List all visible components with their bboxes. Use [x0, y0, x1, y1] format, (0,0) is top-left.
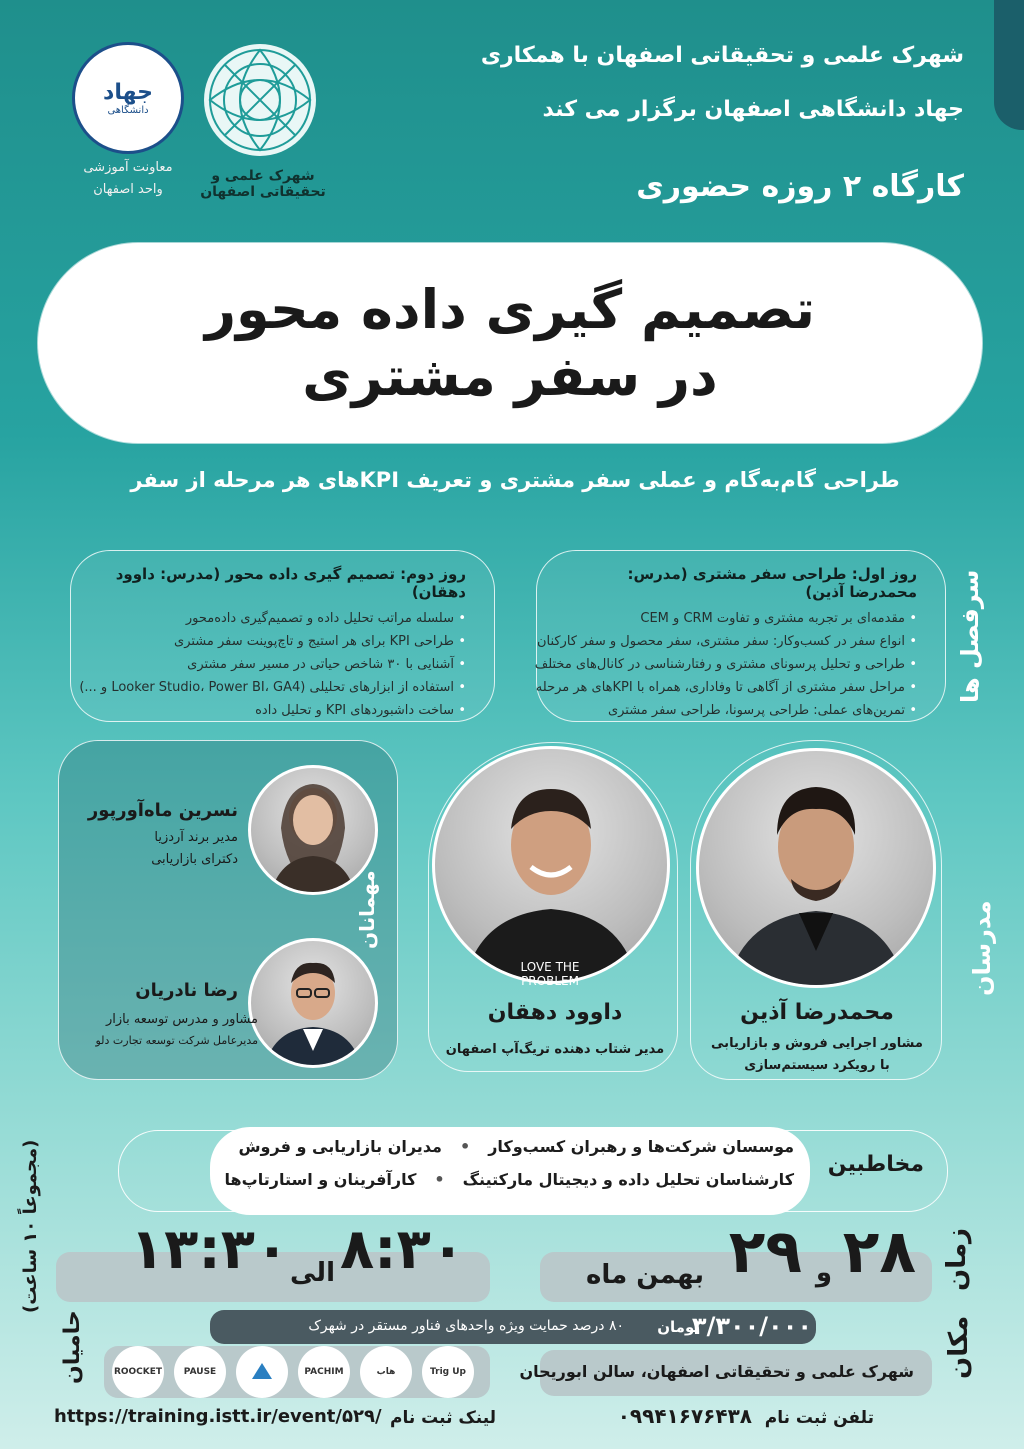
day2-item: • آشنایی با ۳۰ شاخص حیاتی در مسیر سفر مشتری	[91, 653, 466, 676]
date-day-b: ۲۹	[728, 1217, 802, 1287]
sponsor-pachim-logo: PACHIM	[298, 1346, 350, 1398]
phone-number[interactable]: ۰۹۹۴۱۶۷۶۴۳۸	[617, 1404, 752, 1428]
day1-item: • طراحی و تحلیل پرسونای مشتری و رفتارشناسی در کانال‌های مختلف	[557, 653, 917, 676]
istt-logo-icon	[200, 40, 320, 160]
price-discount: ۸۰ درصد حمایت ویژه واحدهای فناور مستقر در شهرک	[308, 1318, 624, 1334]
day1-item: • مقدمه‌ای بر تجربه مشتری و تفاوت CRM و CEM	[557, 607, 917, 630]
guest1-role-2: دکترای بازاریابی	[151, 852, 238, 867]
date-day-a: ۲۸	[842, 1217, 916, 1287]
teacher2-role: مدیر شتاب دهنده تریگ‌آپ اصفهان	[445, 1042, 665, 1057]
audience-item: مدیران بازاریابی و فروش	[238, 1137, 442, 1156]
jahad-logo-sub: دانشگاهی	[107, 105, 149, 116]
location-value: شهرک علمی و تحقیقاتی اصفهان، سالن ابوریحان	[519, 1362, 914, 1381]
workshop-type: کارگاه ۲ روزه حضوری	[636, 169, 964, 204]
time-end: ۱۳:۳۰	[130, 1217, 290, 1282]
audience-label: مخاطبین	[827, 1152, 924, 1177]
jahad-caption-1: معاونت آموزشی	[83, 160, 173, 175]
teacher2-photo	[432, 746, 670, 984]
time-total: (مجموعاً ۱۰ ساعت)	[20, 1140, 41, 1314]
teacher1-role-2: با رویکرد سیستم‌سازی	[744, 1058, 890, 1073]
location-label: مکان	[944, 1316, 974, 1380]
guest2-role-2: مدیرعامل شرکت توسعه تجارت دلو	[95, 1034, 258, 1047]
day2-item: • استفاده از ابزارهای تحلیلی (Looker Studio، Power BI، GA4 و ...)	[91, 676, 466, 699]
day1-box	[536, 550, 946, 722]
jahad-caption-2: واحد اصفهان	[93, 182, 163, 197]
sponsor-roocket-logo: ROOCKET	[112, 1346, 164, 1398]
date-and: و	[815, 1258, 832, 1288]
day2-box	[70, 550, 495, 722]
day2-item: • سلسله مراتب تحلیل داده و تصمیم‌گیری داده‌محور	[91, 607, 466, 630]
audience-row-1: موسسان شرکت‌ها و رهبران کسب‌وکار • مدیران بازاریابی و فروش	[238, 1137, 794, 1156]
sponsor-hub-logo: هاب	[360, 1346, 412, 1398]
guest2-name: رضا نادریان	[135, 980, 238, 1001]
guest1-photo	[248, 765, 378, 895]
corner-tab	[994, 0, 1024, 130]
subtitle: طراحی گام‌به‌گام و عملی سفر مشتری و تعریف KPIهای هر مرحله از سفر	[130, 468, 900, 492]
price-amount: ۳/۳۰۰/۰۰۰	[691, 1312, 812, 1340]
time-start: ۸:۳۰	[340, 1217, 465, 1282]
teacher1-role-1: مشاور اجرایی فروش و بازاریابی	[711, 1036, 923, 1051]
sponsors-row	[112, 1346, 474, 1398]
intro-line-2: جهاد دانشگاهی اصفهان برگزار می کند	[542, 97, 964, 122]
day1-item: • مراحل سفر مشتری از آگاهی تا وفاداری، همراه با KPIهای هر مرحله	[557, 676, 917, 699]
title-line-1: تصمیم گیری داده محور	[204, 277, 816, 341]
registration-link[interactable]: https://training.istt.ir/event/۵۲۹/	[54, 1406, 382, 1427]
intro-line-1: شهرک علمی و تحقیقاتی اصفهان با همکاری	[480, 43, 964, 68]
phone-label: تلفن ثبت نام	[764, 1408, 874, 1428]
guest2-role-1: مشاور و مدرس توسعه بازار	[105, 1012, 258, 1027]
date-month: بهمن ماه	[585, 1260, 704, 1290]
jahad-logo-text: جهاد	[103, 80, 153, 105]
teacher2-name: داوود دهقان	[487, 1000, 623, 1025]
day2-title: روز دوم: تصمیم گیری داده محور (مدرس: داوود دهقان)	[115, 565, 466, 601]
guest1-role-1: مدیر برند آردزیا	[154, 830, 238, 845]
syllabus-label: سرفصل ها	[956, 570, 984, 704]
day2-item: • ساخت داشبوردهای KPI و تحلیل داده	[91, 699, 466, 722]
teacher1-photo	[696, 748, 936, 988]
title-card	[38, 243, 982, 443]
day1-title: روز اول: طراحی سفر مشتری (مدرس: محمدرضا آذین)	[627, 565, 917, 601]
audience-row-2: کارشناسان تحلیل داده و دیجیتال مارکتینگ • کارآفرینان و استارتاپ‌ها	[224, 1170, 794, 1189]
teacher2-shirt-text: LOVE THE PROBLEM	[520, 960, 580, 988]
title-line-2: در سفر مشتری	[302, 345, 718, 408]
guests-label: مهمانان	[355, 870, 379, 949]
audience-item: کارآفرینان و استارتاپ‌ها	[224, 1170, 417, 1189]
audience-item: کارشناسان تحلیل داده و دیجیتال مارکتینگ	[462, 1170, 794, 1189]
link-label: لینک ثبت نام	[390, 1408, 497, 1428]
sponsor-pause-logo: PAUSE	[174, 1346, 226, 1398]
jahad-logo	[72, 42, 184, 154]
teachers-label: مدرسان	[968, 900, 996, 996]
sponsors-label: حامیان	[60, 1310, 85, 1384]
day2-item: • طراحی KPI برای هر استیج و تاچ‌پوینت سفر مشتری	[91, 630, 466, 653]
day1-item: • تمرین‌های عملی: طراحی پرسونا، طراحی سفر مشتری	[557, 699, 917, 722]
time-until: الی	[290, 1258, 335, 1288]
sponsor-trigup-logo: Trig Up	[422, 1346, 474, 1398]
istt-caption: شهرک علمی و تحقیقاتی اصفهان	[200, 168, 326, 200]
day1-item: • انواع سفر در کسب‌وکار: سفر مشتری، سفر محصول و سفر کارکنان	[557, 630, 917, 653]
guest2-photo	[248, 938, 378, 1068]
guest1-name: نسرین ماه‌آورپور	[87, 800, 238, 821]
audience-item: موسسان شرکت‌ها و رهبران کسب‌وکار	[488, 1137, 794, 1156]
time-label: زمان	[942, 1228, 972, 1292]
sponsor-icon-logo	[236, 1346, 288, 1398]
price-unit: تومان	[657, 1318, 700, 1336]
teacher1-name: محمدرضا آذین	[740, 1000, 894, 1025]
